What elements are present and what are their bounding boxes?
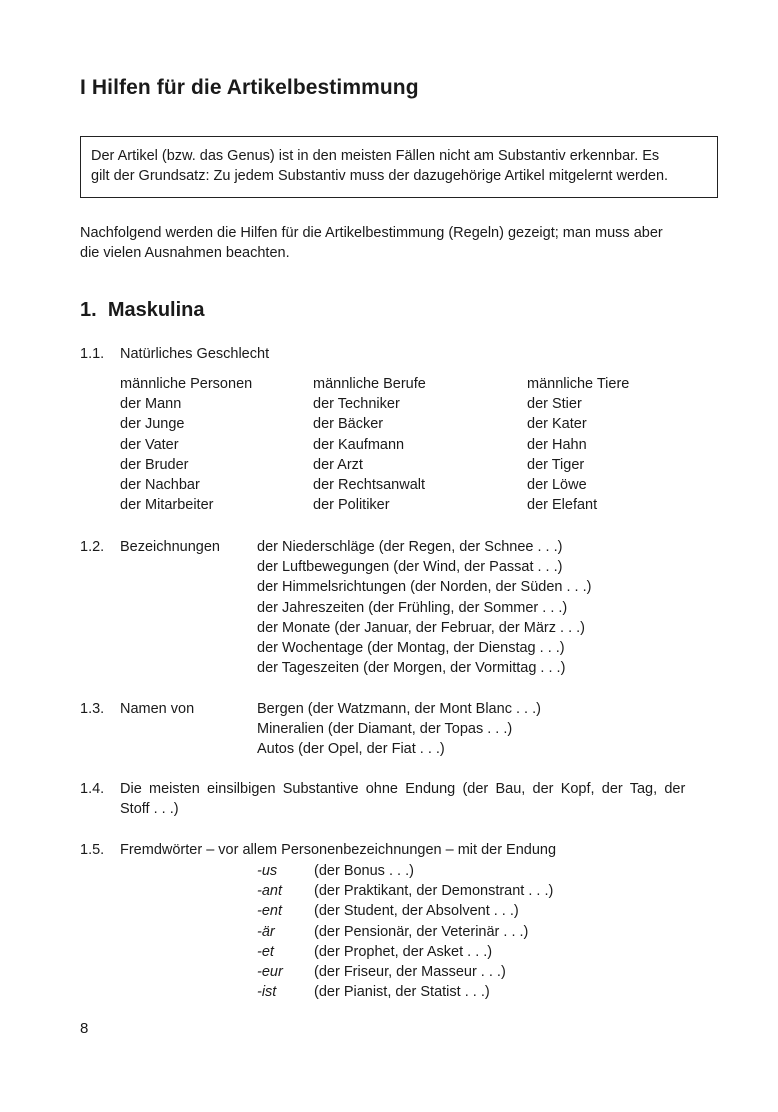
list-item: der Niederschläge (der Regen, der Schnee . . .) (257, 539, 563, 555)
example: (der Pianist, der Statist . . .) (314, 984, 490, 1001)
bezeichnungen-list (257, 537, 591, 678)
intro-paragraph-line: Nachfolgend werden die Hilfen für die Artikelbestimmung (Regeln) gezeigt; man muss aber (80, 225, 663, 241)
item-label-1-2: Bezeichnungen (120, 539, 220, 555)
column-berufe (313, 374, 426, 515)
list-item: der Monate (der Januar, der Februar, der März . . .) (257, 619, 586, 636)
namen-list (257, 699, 541, 760)
list-item: der Techniker (313, 396, 400, 413)
list-item: der Jahreszeiten (der Frühling, der Sommer . . .) (257, 599, 568, 616)
section-heading (80, 299, 205, 322)
item-label-1-5: Fremdwörter – vor allem Personenbezeichnungen – mit der Endung (120, 842, 557, 858)
list-item: männliche Personen (120, 376, 253, 392)
list-item: der Tiger (527, 456, 585, 473)
list-item: der Stier (527, 396, 582, 413)
list-item: der Luftbewegungen (der Wind, der Passat . . .) (257, 559, 563, 576)
page-number: 8 (80, 1020, 89, 1037)
list-item: der Tageszeiten (der Morgen, der Vormittag . . .) (257, 660, 566, 677)
item-number-1-3: 1.3. (80, 701, 105, 717)
list-item: der Bruder (120, 456, 189, 473)
ending: -us (257, 863, 278, 879)
list-item: der Nachbar (120, 477, 200, 494)
paragraph-line: Die meisten einsilbigen Substantive ohne Endung (der Bau, der Kopf, der Tag, der (120, 781, 686, 797)
list-item: Bergen (der Watzmann, der Mont Blanc . . .) (257, 701, 541, 717)
list-item: männliche Berufe (313, 376, 426, 392)
list-item: der Hahn (527, 436, 587, 453)
example: (der Praktikant, der Demonstrant . . .) (314, 883, 554, 900)
ending: -ant (257, 883, 282, 900)
intro-box-line: gilt der Grundsatz: Zu jedem Substantiv muss der dazugehörige Artikel mitgelernt werden. (91, 168, 669, 184)
item-text-1-4 (120, 779, 685, 819)
item-number-1-1: 1.1. (80, 346, 105, 362)
list-item: der Rechtsanwalt (313, 477, 426, 494)
column-tiere (527, 374, 629, 515)
list-item: der Bäcker (313, 416, 384, 433)
ending: -ist (257, 984, 277, 1001)
intro-box-line: Der Artikel (bzw. das Genus) ist in den meisten Fällen nicht am Substantiv erkennbar. Es (91, 148, 660, 164)
example: (der Student, der Absolvent . . .) (314, 903, 519, 920)
list-item: Autos (der Opel, der Fiat . . .) (257, 741, 445, 758)
examples-list (314, 861, 553, 1002)
list-item: der Himmelsrichtungen (der Norden, der Süden . . .) (257, 579, 592, 596)
ending: -eur (257, 964, 283, 981)
example: (der Friseur, der Masseur . . .) (314, 964, 506, 981)
example: (der Prophet, der Asket . . .) (314, 943, 493, 960)
section-number: 1. (80, 299, 97, 321)
ending: -är (257, 923, 275, 940)
item-number-1-5: 1.5. (80, 842, 105, 858)
endings-list (257, 861, 283, 1002)
item-label-1-1: Natürliches Geschlecht (120, 346, 270, 362)
item-label-1-3: Namen von (120, 701, 195, 717)
page-title: I Hilfen für die Artikelbestimmung (80, 76, 419, 99)
list-item: der Junge (120, 416, 185, 433)
ending: -et (257, 943, 274, 960)
list-item: Mineralien (der Diamant, der Topas . . .) (257, 721, 513, 738)
example: (der Pensionär, der Veterinär . . .) (314, 923, 529, 940)
list-item: der Kater (527, 416, 587, 433)
list-item: der Kaufmann (313, 436, 405, 453)
list-item: der Wochentage (der Montag, der Dienstag . . .) (257, 640, 565, 657)
section-title: Maskulina (107, 299, 205, 321)
list-item: der Mitarbeiter (120, 497, 214, 514)
list-item: der Politiker (313, 497, 390, 514)
list-item: der Vater (120, 436, 179, 453)
example: (der Bonus . . .) (314, 863, 414, 879)
list-item: der Mann (120, 396, 182, 413)
paragraph-line: Stoff . . .) (120, 801, 179, 818)
item-number-1-4: 1.4. (80, 781, 105, 797)
intro-box (80, 136, 718, 198)
intro-paragraph-line: die vielen Ausnahmen beachten. (80, 245, 290, 261)
item-number-1-2: 1.2. (80, 539, 105, 555)
list-item: männliche Tiere (527, 376, 630, 392)
list-item: der Elefant (527, 497, 598, 514)
intro-paragraph (80, 223, 663, 263)
ending: -ent (257, 903, 282, 920)
list-item: der Löwe (527, 477, 587, 494)
list-item: der Arzt (313, 456, 363, 473)
column-personen (120, 374, 252, 515)
